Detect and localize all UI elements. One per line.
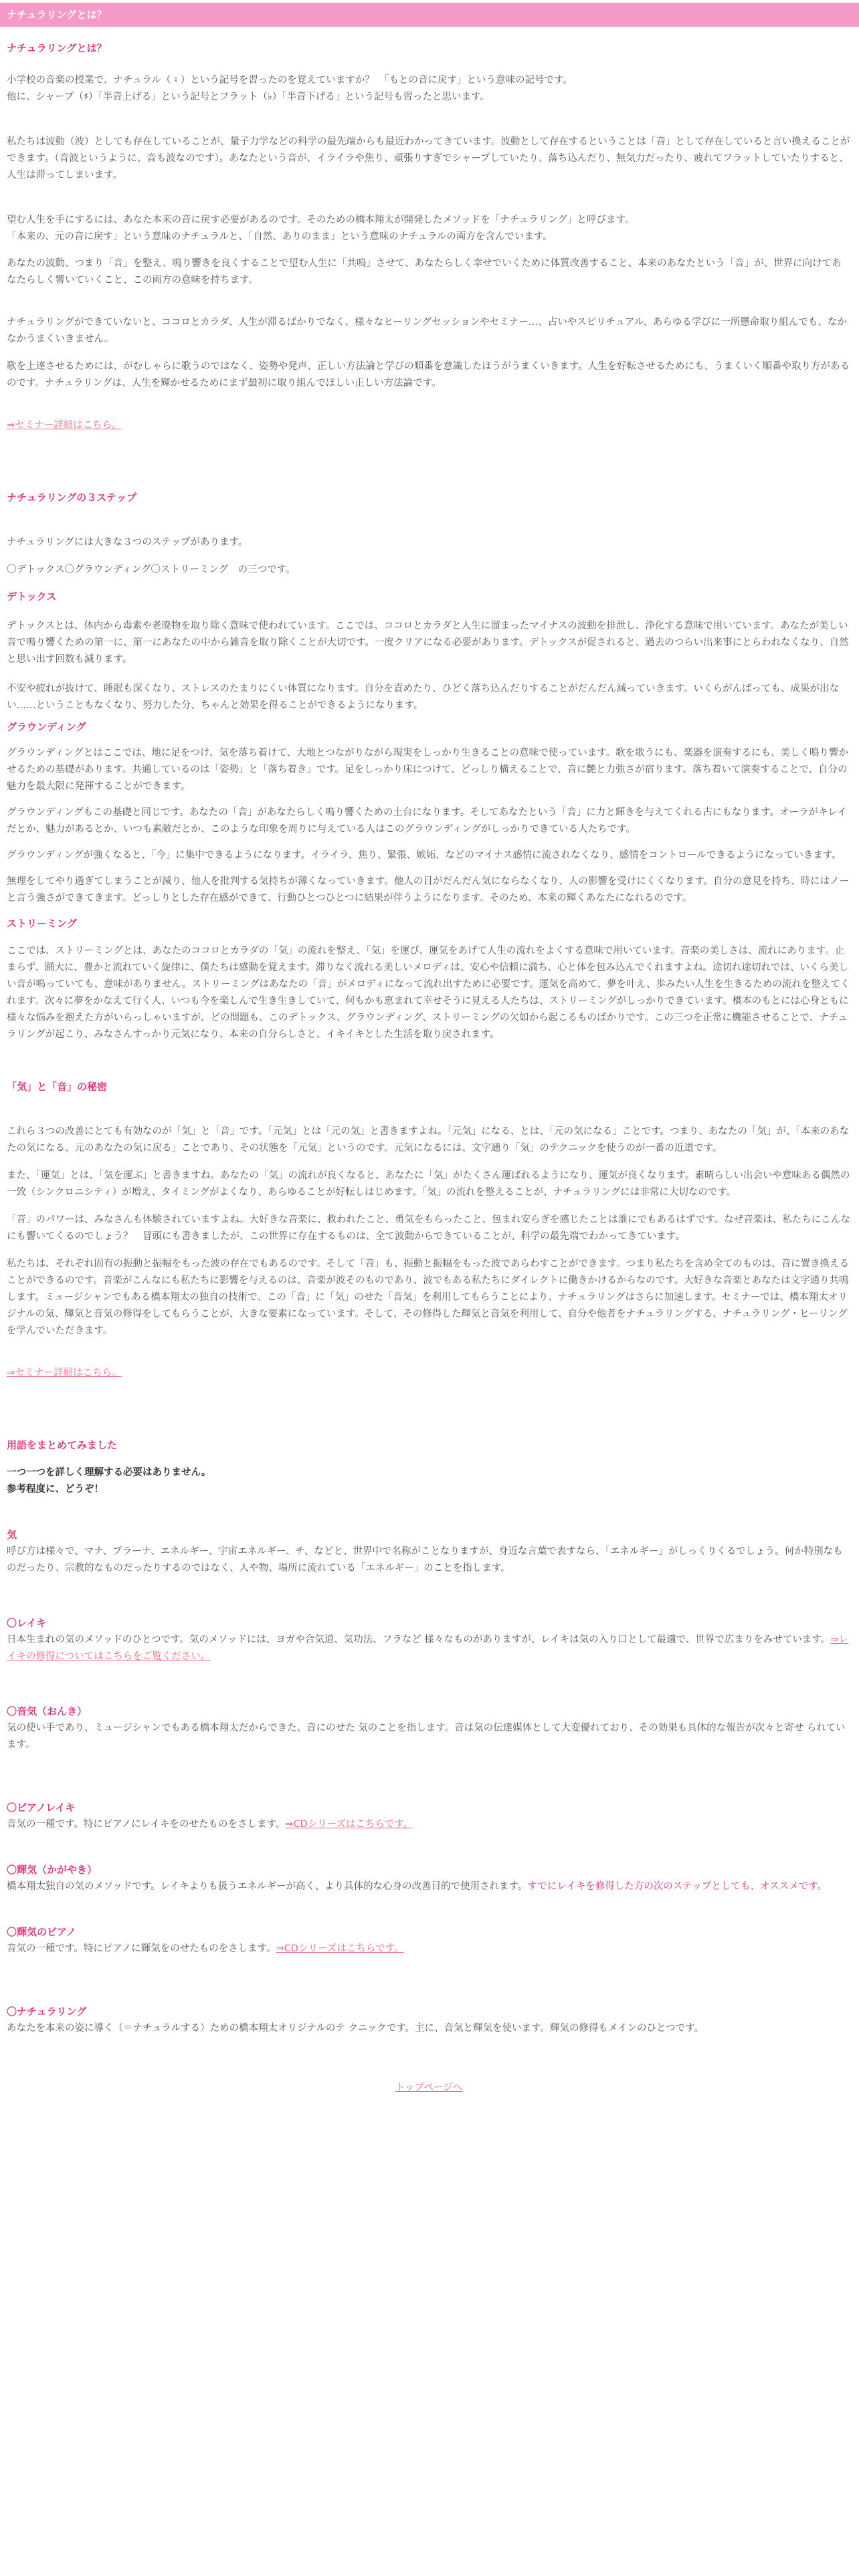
section-ki-and-sound: [7, 1078, 851, 1382]
paragraph: 私たちは、それぞれ固有の振動と振幅をもった波の存在でもあるのです。そして「音」も、振動と振幅をもった波であらわすことができます。つまり私たちを含め全てのものは、音に置き換えることができるのです。音楽がこんなにも私たちに影響を与えるのは、音楽が波そのものであり、波でもある私たちにダイレクトに働きかけるからなのです。大好きな音楽とあなたは文字通り共鳴します。ミュージシャンでもある橋本翔太の独自の技術で、この「音」に「気」のせた「音気」を利用してもらうことにより、ナチュラリングはさらに加速します。セミナーでは、橋本翔太オリジナルの気、輝気と音気の修得をしてもらうことが、大きな要素になっています。そして、その修得した輝気と音気を利用して、自分や他者をナチュラリングする、ナチュラリング・ヒーリングを学んでいただきます。: [7, 1259, 850, 1336]
glossary-definition: あなたを本来の姿に導く（＝ナチュラルする）ための橋本翔太オリジナルのテ クニックです。主に、音気と輝気を使います。輝気の修得もメインのひとつです。: [7, 2023, 704, 2034]
cd-series-link[interactable]: ⇒CDシリーズはこちらです。: [276, 1943, 404, 1954]
glossary-term: 〇輝気のピアノ: [7, 1926, 76, 1938]
paragraph: 「音」のパワーは、みなさんも体験されていますよね。大好きな音楽に、救われたこと、勇気をもらったこと、包まれ安らぎを感じたことは誰にでもあるはずです。なぜ音楽は、私たちにこんなにも響いてくるのでしょう？ 冒頭にも書きましたが、この世界に存在するものは、全て波動からできていることが、科学の最先端でわかってきています。: [7, 1214, 850, 1242]
glossary-item-kagayaki-piano: [7, 1923, 851, 1957]
paragraph: グラウンディングもこの基礎と同じです。あなたの「音」があなたらしく鳴り響くための土台になります。そしてあなたという「音」に力と輝きを与えてくれる古にもなります。オーラがキレイだとか、魅力があるとか、いつも素敵だとか、このような印象を周りに与えている人はこのグラウンディングがしっかりできている人たちです。: [7, 807, 847, 835]
glossary-definition: [7, 1816, 851, 1833]
main-content: [0, 39, 859, 2097]
reiki-course-link[interactable]: ⇒レイキの修得についてはこちらをご覧ください。: [7, 1634, 848, 1662]
definition-highlight: すでにレイキを修得した方の次のステップとしても、オススメです。: [527, 1881, 828, 1892]
glossary-item-onki: [7, 1703, 851, 1753]
definition-text: 音気の一種です。特にピアノにレイキをのせたものをさします。: [7, 1819, 286, 1830]
glossary-note: 一つ一つを詳しく理解する必要はありません。: [7, 1467, 211, 1478]
seminar-details-link[interactable]: ⇒セミナー詳細はこちら。: [7, 1368, 122, 1378]
subsection-heading-streaming: ストリーミング: [7, 918, 77, 930]
section-heading: ナチュラリングの３ステップ: [7, 492, 136, 504]
paragraph: デトックスとは、体内から毒素や老廃物を取り除く意味で使われています。ここでは、ココロとカラダと人生に溜まったマイナスの波動を排泄し、浄化する意味で用いています。あなたが美しい音で鳴り響くための第一に、第一にあなたの中から雑音を取り除くことが大切です。一度クリアになる必要があります。デトックスが促されると、過去のつらい出来事にとらわれなくなり、自然と思い出す回数も減ります。: [7, 621, 849, 665]
paragraph: 望む人生を手にするには、あなた本来の音に戻す必要があるのです。そのための橋本翔太が開発したメソッドを「ナチュラリング」と呼びます。: [7, 215, 635, 225]
glossary-definition: 気の使い手であり、ミュージシャンでもある橋本翔太だからできた、音にのせた 気のことを指します。音は気の伝達媒体として大変優れており、その効果も具体的な報告が次々と寄せ られています。: [7, 1723, 846, 1750]
paragraph: ナチュラリングには大きな３つのステップがあります。: [7, 537, 248, 548]
section-glossary: [7, 1436, 851, 2037]
definition-text: 橋本翔太独自の気のメソッドです。レイキよりも扱うエネルギーが高く、より具体的な心身の改善目的で使用されます。: [7, 1881, 528, 1892]
paragraph: 無理をしてやり過ぎてしまうことが減り、他人を批判する気持ちが薄くなっていきます。他人の目がだんだん気にならなくなり、人の影響を受けにくくなります。自分の意見を持ち、時にはノーと言う強さができてきます。どっしりとした存在感ができて、行動ひとつひとつに結果が伴うようになります。そのため、本来の輝くあなたになれるのです。: [7, 876, 849, 903]
section-heading: 「気」と「音」の秘密: [7, 1081, 108, 1093]
glossary-term: 〇ピアノレイキ: [7, 1802, 76, 1814]
section-heading: ナチュラリングとは？: [7, 42, 107, 54]
paragraph: グラウンディングとはここでは、地に足をつけ、気を落ち着けて、大地とつながりながら現実をしっかり生きることの意味で使っています。歌を歌うにも、楽器を演奏するにも、美しく鳴り響かせるための基礎があります。共通しているのは「姿勢」と「落ち着き」です。足をしっかり床につけて、どっしり構えることで、音に艶と力強さが宿ります。落ち着いて演奏することで、自分の魅力を最大限に発揮することができます。: [7, 748, 849, 792]
glossary-definition: [7, 1941, 851, 1957]
subsection-heading-detox: デトックス: [7, 591, 57, 603]
page: [0, 3, 859, 2150]
glossary-term: 〇輝気（かがやき）: [7, 1864, 98, 1876]
glossary-item-naturaling: [7, 2003, 851, 2037]
section-heading: 用語をまとめてみました: [7, 1439, 118, 1451]
section-what-is-naturaling: [7, 39, 851, 434]
glossary-term: 〇音気（おんき）: [7, 1705, 88, 1717]
subsection-heading-grounding: グラウンディング: [7, 721, 86, 733]
section-three-steps: [7, 489, 851, 1043]
glossary-term: 気: [7, 1529, 17, 1541]
paragraph: 小学校の音楽の授業で、ナチュラル（ ♮ ）という記号を習ったのを覚えていますか？ 「もとの音に戻す」という意味の記号です。: [7, 75, 573, 86]
paragraph: 私たちは波動（波）としても存在していることが、量子力学などの科学の最先端からも最近わかってきています。波動として存在するということは「音」として存在していると言い換えることができます。（音波というように、音も波なのです）。あなたという音が、イライラや焦り、頑張りすぎでシャープしていたり、落ち込んだり、無気力だったり、疲れてフラットしていたりすると、人生は滞ってしまいます。: [7, 136, 850, 181]
glossary-definition: [7, 1632, 851, 1665]
glossary-term: 〇ナチュラリング: [7, 2006, 87, 2018]
cd-series-link[interactable]: ⇒CDシリーズはこちらです。: [285, 1819, 413, 1830]
glossary-definition: [7, 1879, 851, 1895]
glossary-term: 〇レイキ: [7, 1617, 47, 1629]
glossary-item-kagayaki: [7, 1861, 851, 1895]
paragraph: 歌を上達させるためには、がむしゃらに歌うのではなく、姿勢や発声、正しい方法論と学びの順番を意識したほうがうまくいきます。人生を好転させるためにも、うまくいく順番や取り方があるのです。ナチュラリングは、人生を輝かせるためにまず最初に取り組んでほしい正しい方法論です。: [7, 361, 850, 389]
glossary-item-piano-reiki: [7, 1799, 851, 1833]
paragraph: ナチュラリングができていないと、ココロとカラダ、人生が滞るばかりでなく、様々なヒーリングセッションやセミナー…、占いやスピリチュアル、あらゆる学びに一所懸命取り組んでも、なかなかうまくいきません。: [7, 317, 847, 344]
paragraph: ここでは、ストリーミングとは、あなたのココロとカラダの「気」の流れを整え、「気」を運び、運気をあげて人生の流れをよくする意味で用いています。音楽の美しさは、流れにあります。止まらず、踊大に、豊かと流れていく旋律に、僕たちは感動を覚えます。滞りなく流れる美しいメロディは、安心や信頼に満ち、心と体を包み込んでくれますよね。途切れ途切れでは、いくら美しい音が鳴っていても、意味がありません。ストリーミングはあなたの「音」がメロディになって流れ出すために必要です。運気を高めて、夢を叶え、歩みたい人生を生きるための流れを整えてくれます。次々に夢をかなえて行く人、いつも今を楽しんで生き生きしていて、何もかも恵まれて幸せそうに見える人たちは、ストリーミングがしっかりできています。橋本のもとには心身ともに様々な悩みを抱えた方がいらっしゃいますが、どの問題も、このデトックス、グラウンディング、ストリーミングの欠如から起こるものばかりです。この三つを正常に機能させることで、ナチュラリングが起こり、みなさんすっかり元気になり、本来の自分らしさと、イキイキとした生活を取り戻されます。: [7, 946, 850, 1040]
paragraph: 「本来の、元の音に戻す」という意味のナチュラルと、「自然、ありのまま」という意味のナチュラルの両方を含んでいます。: [7, 231, 553, 242]
paragraph: あなたの波動、つまり「音」を整え、鳴り響きを良くすることで望む人生に「共鳴」させて、あなたらしく幸せでいくために体質改善すること、本来のあなたという「音」が、世界に向けてあなたらしく響いていくこと、この両方の意味を持ちます。: [7, 258, 842, 286]
glossary-item-reiki: [7, 1614, 851, 1665]
paragraph: グラウンディングが強くなると、「今」に集中できるようになります。イライラ、焦り、緊張、嫉妬、などのマイナス感情に流されなくなり、感情をコントロールできるようになっていきます。: [7, 850, 842, 861]
glossary-item-ki: [7, 1526, 851, 1577]
seminar-details-link[interactable]: ⇒セミナー詳細はこちら。: [7, 420, 122, 431]
paragraph: 〇デトックス〇グラウンディング〇ストリーミング の三つです。: [7, 564, 296, 575]
paragraph: 他に、シャープ（♯）「半音上げる」という記号とフラット（♭）「半音下げる」という記号も習ったと思います。: [7, 92, 490, 102]
glossary-note: 参考程度に、どうぞ！: [7, 1484, 104, 1495]
paragraph: 不安や疲れが抜けて、睡眠も深くなり、ストレスのたまりにくい体質になります。自分を責めたり、ひどく落ち込んだりすることがだんだん減っていきます。いくらがんばっても、成果が出ない……ということもなくなり、努力した分、ちゃんと効果を得ることができるようになります。: [7, 683, 839, 711]
page-title-bar: ナチュラリングとは？: [0, 3, 859, 27]
definition-text: 日本生まれの気のメソッドのひとつです。気のメソッドには、ヨガや合気道、気功法、フラなど 様々なものがありますが、レイキは気の入り口として最適で、世界で広まりをみせています。: [7, 1634, 831, 1645]
paragraph: また、「運気」とは、「気を運ぶ」と書きますね。あなたの「気」の流れが良くなると、あなたに「気」がたくさん運ばれるようになり、運気が良くなります。素晴らしい出会いや意味ある偶然の一致（シンクロニシティ）が増え、タイミングがよくなり、あらゆることが好転しはじめます。「気」の流れを整えることが、ナチュラリングには非常に大切なのです。: [7, 1170, 850, 1198]
definition-text: 音気の一種です。特にピアノに輝気をのせたものをさします。: [7, 1943, 276, 1954]
top-page-link[interactable]: トップページへ: [395, 2082, 463, 2093]
paragraph: これら３つの改善にとても有効なのが「気」と「音」です。「元気」とは「元の気」と書きますよね。「元気」になる、とは、「元の気になる」ことです。つまり、あなたの「気」が、「本来のあなたの気になる、元のあなたの気に戻る」ことであり、その状態を「元気」というのです。元気になるには、文字通り「気」のテクニックを使うのが一番の近道です。: [7, 1126, 850, 1154]
glossary-definition: 呼び方は様々で、マナ、プラーナ、エネルギー、宇宙エネルギー、チ、などと、世界中で名称がことなりますが、身近な言葉で表すなら、「エネルギー」がしっくりくるでしょう。何か特別なものだったり、宗教的なものだったりするのではなく、人や物、場所に流れている「エネルギー」のことを指します。: [7, 1546, 843, 1574]
